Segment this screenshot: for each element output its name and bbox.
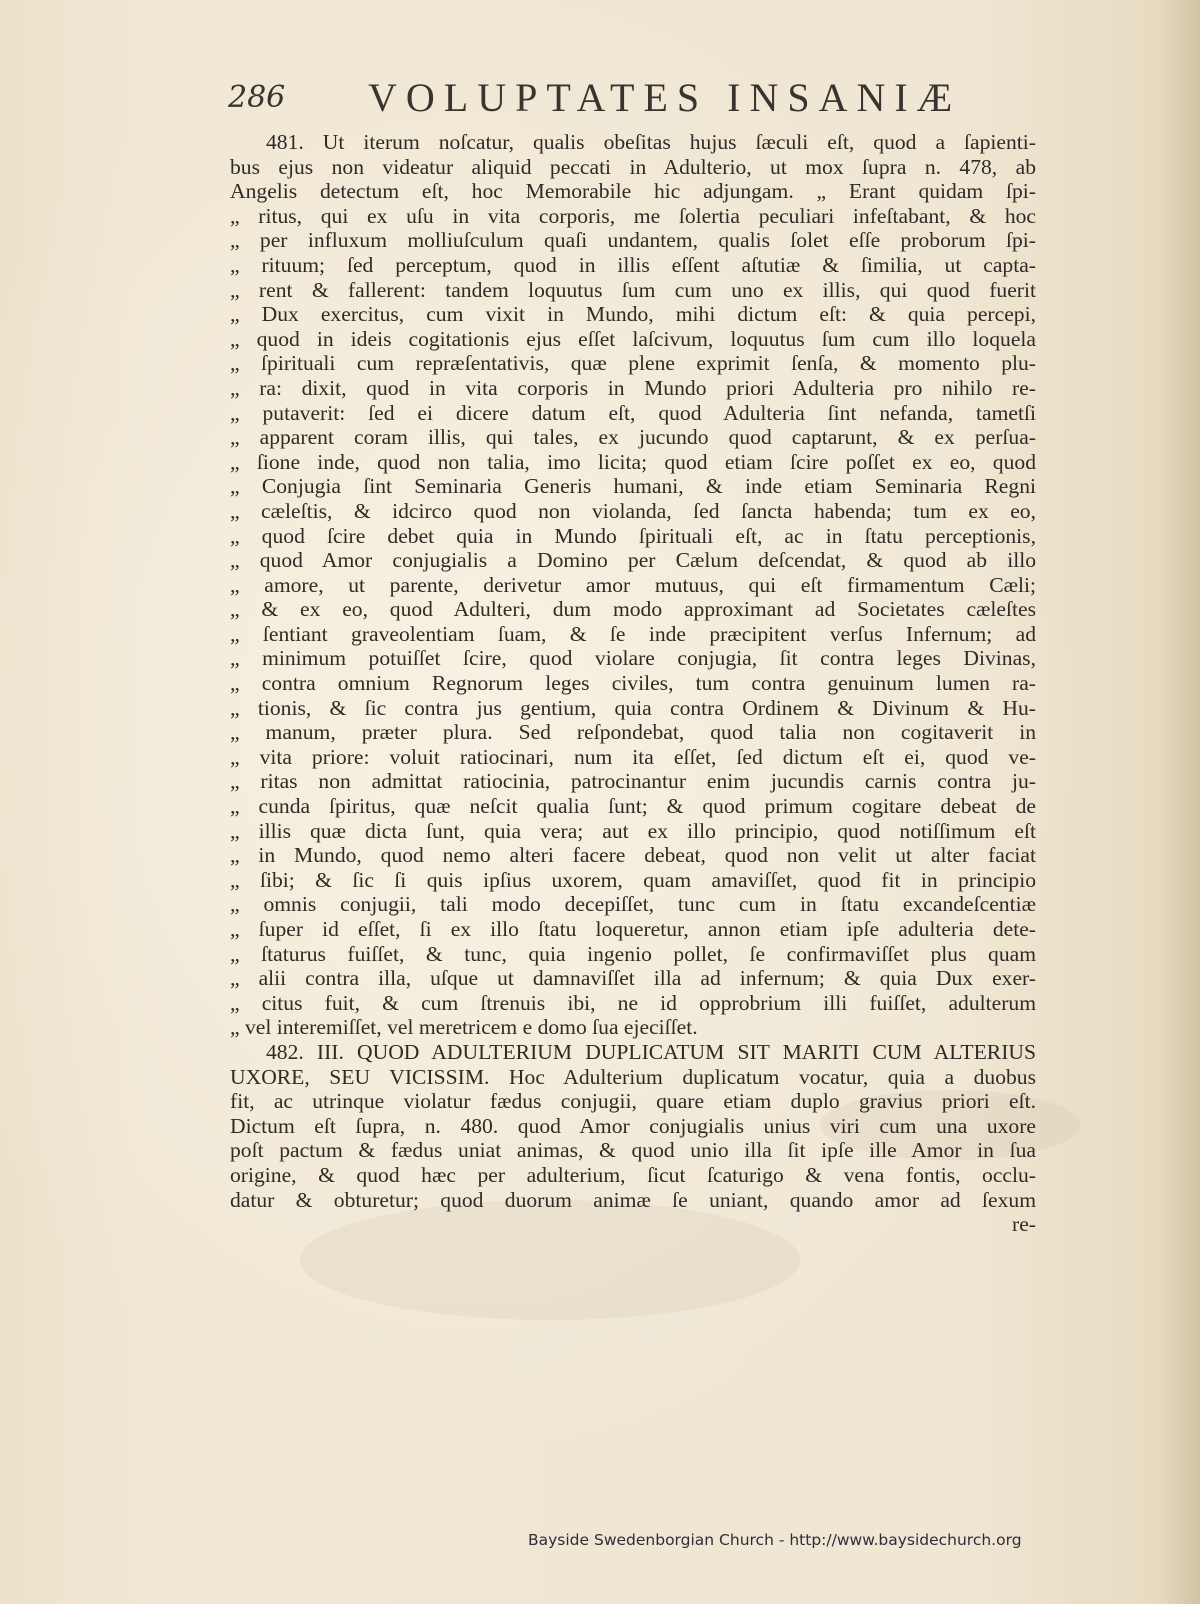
text-line: „ in Mundo, quod nemo alteri facere debeat, quod non velit ut alter faciat bbox=[230, 843, 1036, 868]
text-line: poſt pactum & fædus uniat animas, & quod unio illa ſit ipſe ille Amor in ſua bbox=[230, 1138, 1036, 1163]
text-line: „ quod ſcire debet quia in Mundo ſpirituali eſt, ac in ſtatu perceptionis, bbox=[230, 523, 1036, 548]
page-header bbox=[228, 72, 962, 122]
text-line: „ apparent coram illis, qui tales, ex jucundo quod captarunt, & ex perſua- bbox=[230, 425, 1036, 450]
text-line: UXORE, SEU VICISSIM. Hoc Adulterium duplicatum vocatur, quia a duobus bbox=[230, 1064, 1036, 1089]
text-line: „ ſpirituali cum repræſentativis, quæ plene exprimit ſenſa, & momento plu- bbox=[230, 351, 1036, 376]
text-line: „ ritus, qui ex uſu in vita corporis, me ſolertia peculiari infeſtabant, & hoc bbox=[230, 203, 1036, 228]
text-line: re- bbox=[1012, 1212, 1036, 1237]
body-text bbox=[230, 130, 1036, 1237]
running-title: VOLUPTATES INSANIÆ bbox=[368, 75, 962, 120]
text-line: „ Conjugia ſint Seminaria Generis humani, & inde etiam Seminaria Regni bbox=[230, 474, 1036, 499]
text-line: 481. Ut iterum noſcatur, qualis obeſitas hujus ſæculi eſt, quod a ſapienti- bbox=[266, 130, 1036, 154]
text-line: „ tionis, & ſic contra jus gentium, quia contra Ordinem & Divinum & Hu- bbox=[230, 695, 1036, 720]
text-line: 482. III. QUOD ADULTERIUM DUPLICATUM SIT MARITI CUM ALTERIUS bbox=[266, 1039, 1036, 1064]
text-line: „ ſibi; & ſic ſi quis ipſius uxorem, quam amaviſſet, quod fit in principio bbox=[230, 867, 1036, 892]
text-line: „ citus fuit, & cum ſtrenuis ibi, ne id opprobrium illi fuiſſet, adulterum bbox=[230, 990, 1036, 1015]
text-line: „ illis quæ dicta ſunt, quia vera; aut ex illo principio, quod notiſſimum eſt bbox=[230, 818, 1036, 843]
text-line: Dictum eſt ſupra, n. 480. quod Amor conjugialis unius viri cum una uxore bbox=[230, 1113, 1036, 1138]
text-line: „ ſione inde, quod non talia, imo licita; quod etiam ſcire poſſet ex eo, quod bbox=[230, 449, 1036, 474]
text-line: „ omnis conjugii, tali modo decepiſſet, tunc cum in ſtatu excandeſcentiæ bbox=[230, 892, 1036, 917]
text-line: „ quod in ideis cogitationis ejus eſſet laſcivum, loquutus ſum cum illo loquela bbox=[230, 326, 1036, 351]
text-line: „ ſtaturus fuiſſet, & tunc, quia ingenio pollet, ſe confirmaviſſet plus quam bbox=[230, 941, 1036, 966]
page-number: 286 bbox=[228, 80, 286, 115]
footer-credit[interactable]: Bayside Swedenborgian Church - http://www.baysidechurch.org bbox=[528, 1531, 1022, 1549]
text-line: „ ritas non admittat ratiocinia, patrocinantur enim jucundis carnis contra ju- bbox=[230, 769, 1036, 794]
text-line: „ contra omnium Regnorum leges civiles, tum contra genuinum lumen ra- bbox=[230, 671, 1036, 696]
text-line: „ minimum potuiſſet ſcire, quod violare conjugia, ſit contra leges Divinas, bbox=[230, 646, 1036, 671]
text-line: „ putaverit: ſed ei dicere datum eſt, quod Adulteria ſint nefanda, tametſi bbox=[230, 400, 1036, 425]
text-line: „ rituum; ſed perceptum, quod in illis eſſent aſtutiæ & ſimilia, ut capta- bbox=[230, 252, 1036, 277]
text-line: „ & ex eo, quod Adulteri, dum modo approximant ad Societates cæleſtes bbox=[230, 597, 1036, 622]
text-line: „ Dux exercitus, cum vixit in Mundo, mihi dictum eſt: & quia percepi, bbox=[230, 302, 1036, 327]
text-line: „ alii contra illa, uſque ut damnaviſſet illa ad infernum; & quia Dux exer- bbox=[230, 966, 1036, 991]
text-line: „ ſuper id eſſet, ſi ex illo ſtatu loqueretur, annon etiam ipſe adulteria dete- bbox=[230, 917, 1036, 941]
text-line: „ vel interemiſſet, vel meretricem e domo ſua ejeciſſet. bbox=[230, 1015, 698, 1040]
text-line: bus ejus non videatur aliquid peccati in Adulterio, ut mox ſupra n. 478, ab bbox=[230, 154, 1036, 179]
text-line: „ quod Amor conjugialis a Domino per Cælum deſcendat, & quod ab illo bbox=[230, 548, 1036, 573]
text-line: „ rent & fallerent: tandem loquutus ſum cum uno ex illis, qui quod fuerit bbox=[230, 277, 1036, 302]
text-line: datur & obturetur; quod duorum animæ ſe uniant, quando amor ad ſexum bbox=[230, 1187, 1036, 1212]
text-line: „ cunda ſpiritus, quæ neſcit qualia ſunt; & quod primum cogitare debeat de bbox=[230, 794, 1036, 819]
text-line: „ ra: dixit, quod in vita corporis in Mundo priori Adulteria pro nihilo re- bbox=[230, 375, 1036, 400]
text-line: „ cæleſtis, & idcirco quod non violanda, ſed ſancta habenda; tum ex eo, bbox=[230, 498, 1036, 523]
page-edge-shadow bbox=[1160, 0, 1200, 1604]
text-line: origine, & quod hæc per adulterium, ſicut ſcaturigo & vena fontis, occlu- bbox=[230, 1162, 1036, 1187]
text-line: „ ſentiant graveolentiam ſuam, & ſe inde præcipitent verſus Infernum; ad bbox=[230, 621, 1036, 646]
text-line: „ manum, præter plura. Sed reſpondebat, quod talia non cogitaverit in bbox=[230, 720, 1036, 745]
text-line: „ amore, ut parente, derivetur amor mutuus, qui eſt firmamentum Cæli; bbox=[230, 572, 1036, 597]
text-line: Angelis detectum eſt, hoc Memorabile hic adjungam. „ Erant quidam ſpi- bbox=[230, 179, 1036, 204]
text-line: „ vita priore: voluit ratiocinari, num ita eſſet, ſed dictum eſt ei, quod ve- bbox=[230, 744, 1036, 769]
text-line: „ per influxum molliuſculum quaſi undantem, qualis ſolet eſſe proborum ſpi- bbox=[230, 228, 1036, 253]
text-line: fit, ac utrinque violatur fædus conjugii, quare etiam duplo gravius priori eſt. bbox=[230, 1089, 1036, 1114]
